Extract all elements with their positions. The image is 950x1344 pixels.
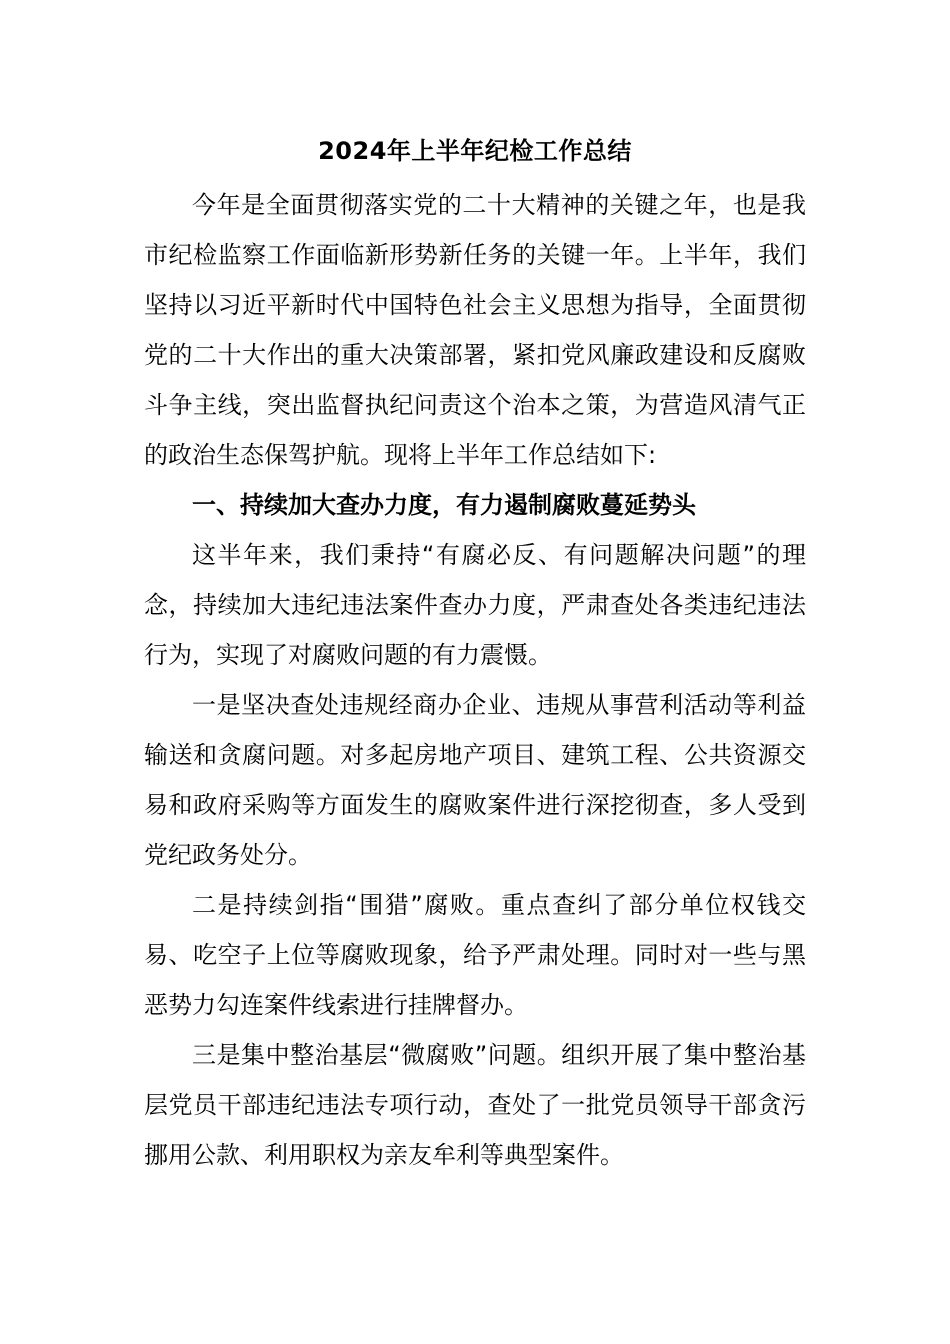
document-body — [144, 128, 806, 1180]
intro-paragraph: 今年是全面贯彻落实党的二十大精神的关键之年，也是我市纪检监察工作面临新形势新任务的关键一年。上半年，我们坚持以习近平新时代中国特色社会主义思想为指导，全面贯彻党的二十大作出的重大决策部署，紧扣党风廉政建设和反腐败斗争主线，突出监督执纪问责这个治本之策，为营造风清气正的政治生态保驾护航。现将上半年工作总结如下: — [144, 191, 806, 469]
point-1-paragraph: 一是坚决查处违规经商办企业、违规从事营利活动等利益输送和贪腐问题。对多起房地产项目、建筑工程、公共资源交易和政府采购等方面发生的腐败案件进行深挖彻查，多人受到党纪政务处分。 — [144, 691, 806, 869]
point-3-paragraph: 三是集中整治基层“微腐败”问题。组织开展了集中整治基层党员干部违纪违法专项行动，查处了一批党员领导干部贪污挪用公款、利用职权为亲友牟利等典型案件。 — [144, 1041, 806, 1169]
document-title: 2024年上半年纪检工作总结 — [318, 137, 632, 165]
point-2-paragraph: 二是持续剑指“围猎”腐败。重点查纠了部分单位权钱交易、吃空子上位等腐败现象，给予严肃处理。同时对一些与黑恶势力勾连案件线索进行挂牌督办。 — [144, 891, 806, 1019]
section-heading-1: 一、持续加大查办力度，有力遏制腐败蔓延势头 — [192, 491, 696, 519]
section-1-intro-paragraph: 这半年来，我们秉持“有腐必反、有问题解决问题”的理念，持续加大违纪违法案件查办力度，严肃查处各类违纪违法行为，实现了对腐败问题的有力震慑。 — [144, 541, 806, 669]
